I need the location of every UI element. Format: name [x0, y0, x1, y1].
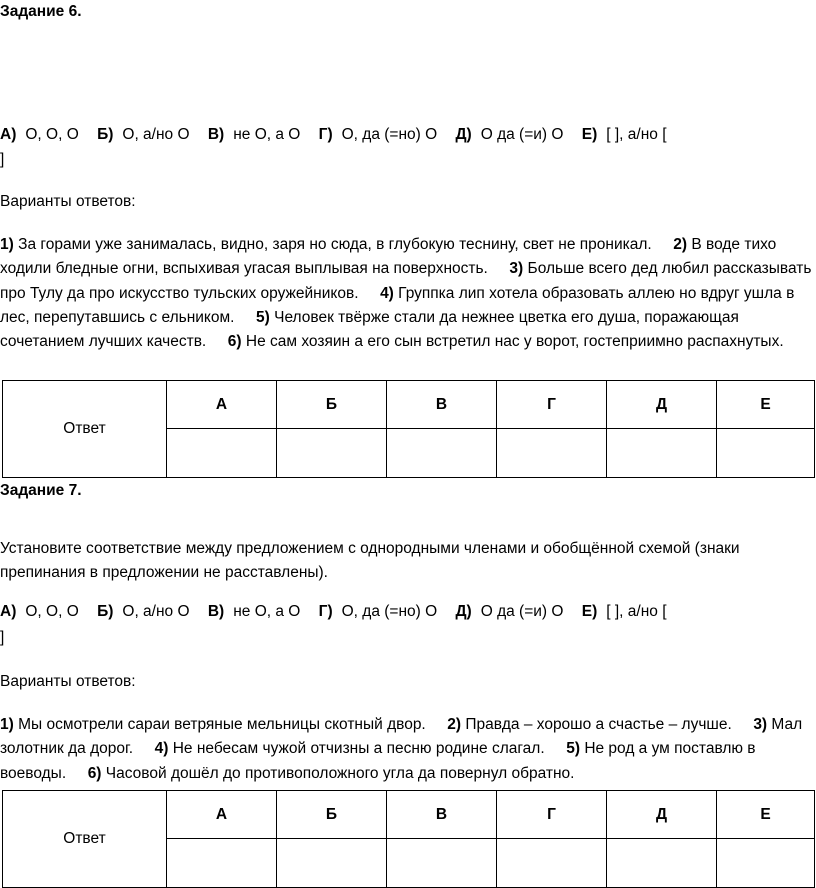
answer-cell-b[interactable] — [277, 839, 387, 888]
answer-cell-e[interactable] — [717, 839, 815, 888]
answer-cell-d[interactable] — [607, 839, 717, 888]
task6-answer-table — [2, 380, 815, 478]
sentence-5: 5) Не род а ум поставлю в воеводы. — [0, 740, 756, 782]
answer-cell-a[interactable] — [167, 429, 277, 478]
scheme-e: Е) [ ], а/но [ — [581, 126, 667, 143]
scheme-g: Г) О, да (=но) О — [318, 603, 438, 620]
sentence-2: 2) Правда – хорошо а счастье – лучше. — [447, 716, 732, 733]
answer-cell-d[interactable] — [607, 429, 717, 478]
col-d-header: Д — [607, 381, 717, 429]
answer-label-cell: Ответ — [3, 791, 167, 888]
task6-variants-heading: Варианты ответов: — [0, 193, 136, 210]
answer-cell-g[interactable] — [497, 429, 607, 478]
sentence-6: 6) Часовой дошёл до противоположного угла да повернул обратно. — [87, 764, 575, 782]
scheme-v: В) не О, а О — [207, 126, 301, 143]
scheme-g: Г) О, да (=но) О — [318, 126, 438, 143]
col-d-header: Д — [607, 791, 717, 839]
sentence-2: 2) В воде тихо ходили бледные огни, вспыхивая угасая выплывая на поверхность. — [0, 236, 777, 278]
col-g-header: Г — [497, 791, 607, 839]
col-b-header: Б — [277, 791, 387, 839]
scheme-a: А) О, О, О — [0, 603, 79, 620]
answer-cell-b[interactable] — [277, 429, 387, 478]
task7-instruction: Установите соответствие между предложением с однородными членами и обобщённой схемой (знаки препинания в предложении не расставлены). — [0, 540, 740, 582]
sentence-5: 5) Человек твёрже стали да нежнее цветка его душа, поражающая сочетанием лучших качеств. — [0, 308, 739, 351]
scheme-d: Д) О да (=и) О — [455, 603, 564, 620]
sentence-6: 6) Не сам хозяин а его сын встретил нас у ворот, гостеприимно распахнутых. — [227, 333, 784, 351]
col-e-header: Е — [717, 791, 815, 839]
col-v-header: В — [387, 791, 497, 839]
task6-scheme-tail: ] — [0, 151, 5, 168]
sentence-3: 3) Мал золотник да дорог. — [0, 716, 803, 758]
task7-scheme-tail: ] — [0, 629, 5, 646]
sentence-3: 3) Больше всего дед любил рассказывать про Тулу да про искусство тульских оружейников. — [0, 260, 812, 302]
col-a-header: А — [167, 381, 277, 429]
task6-title: Задание 6. — [0, 3, 82, 20]
task7-answer-table — [2, 790, 815, 888]
scheme-v: В) не О, а О — [207, 603, 301, 620]
col-e-header: Е — [717, 381, 815, 429]
answer-cell-v[interactable] — [387, 839, 497, 888]
scheme-a: А) О, О, О — [0, 126, 79, 143]
answer-cell-v[interactable] — [387, 429, 497, 478]
task6-sentences — [0, 233, 816, 354]
col-v-header: В — [387, 381, 497, 429]
col-a-header: А — [167, 791, 277, 839]
scheme-b: Б) О, а/но О — [97, 603, 190, 620]
task7-variants-heading: Варианты ответов: — [0, 673, 136, 690]
task7-sentences — [0, 713, 816, 786]
task7-schemes — [0, 603, 681, 621]
scheme-e: Е) [ ], а/но [ — [581, 603, 667, 620]
scheme-d: Д) О да (=и) О — [455, 126, 564, 143]
sentence-4: 4) Группка лип хотела образовать аллею но вдруг ушла в лес, перепутавшись с ельником. — [0, 284, 795, 326]
scheme-b: Б) О, а/но О — [97, 126, 190, 143]
task7-title: Задание 7. — [0, 482, 82, 499]
col-g-header: Г — [497, 381, 607, 429]
task6-schemes — [0, 126, 681, 144]
answer-label-cell: Ответ — [3, 381, 167, 478]
answer-cell-e[interactable] — [717, 429, 815, 478]
answer-cell-a[interactable] — [167, 839, 277, 888]
sentence-1: 1) Мы осмотрели сараи ветряные мельницы скотный двор. — [0, 716, 426, 733]
sentence-1: 1) За горами уже занималась, видно, заря но сюда, в глубокую теснину, свет не проникал. — [0, 236, 652, 253]
sentence-4: 4) Не небесам чужой отчизны а песню родине слагал. — [154, 740, 545, 758]
col-b-header: Б — [277, 381, 387, 429]
answer-cell-g[interactable] — [497, 839, 607, 888]
